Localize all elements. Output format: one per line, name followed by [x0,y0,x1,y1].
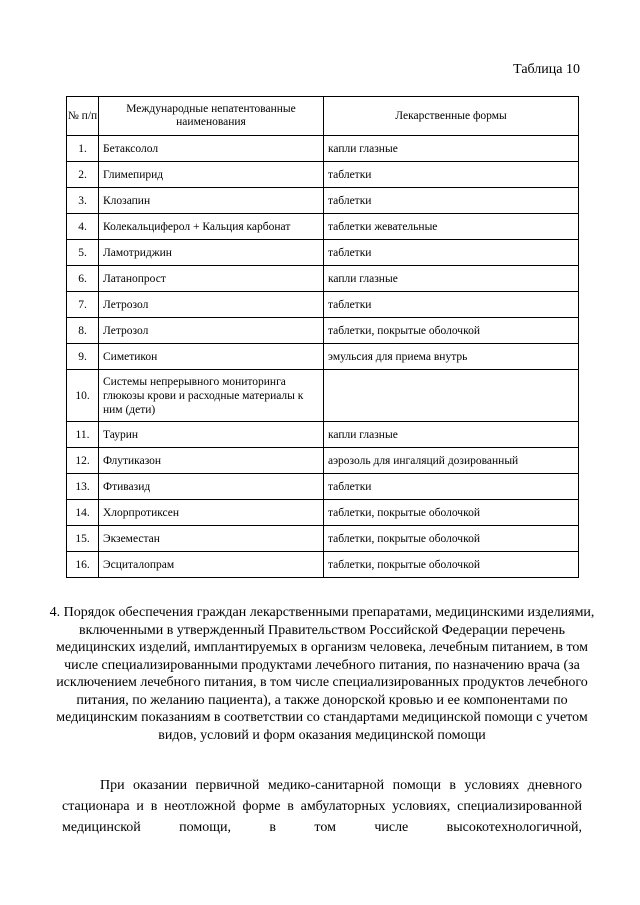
table-body [67,136,579,578]
row-number: 6. [67,266,99,292]
row-inn: Эсциталопрам [99,552,324,578]
row-dosage-form: аэрозоль для ингаляций дозированный [324,448,579,474]
row-number: 5. [67,240,99,266]
row-inn: Системы непрерывного мониторинга глюкозы крови и расходные материалы к ним (дети) [99,370,324,422]
table-row [67,266,579,292]
table-row [67,448,579,474]
row-dosage-form: капли глазные [324,136,579,162]
table-row [67,526,579,552]
table-row [67,474,579,500]
header-dosage-form: Лекарственные формы [324,97,579,136]
table-row [67,552,579,578]
row-dosage-form: таблетки, покрытые оболочкой [324,500,579,526]
body-paragraph: При оказании первичной медико-санитарной помощи в условиях дневного стационара и в неотложной форме в амбулаторных условиях, специализированной медицинской помощи, в том числе высокотехнологичной, [62,778,582,835]
row-inn: Симетикон [99,344,324,370]
row-number: 13. [67,474,99,500]
row-number: 1. [67,136,99,162]
table-caption: Таблица 10 [513,62,580,77]
row-dosage-form: таблетки [324,292,579,318]
row-number: 3. [67,188,99,214]
row-dosage-form [324,370,579,422]
row-number: 7. [67,292,99,318]
header-number: № п/п [67,97,99,136]
row-dosage-form: таблетки [324,188,579,214]
table-row [67,370,579,422]
section-heading: 4. Порядок обеспечения граждан лекарственными препаратами, медицинскими изделиями, включенными в утвержденный Правительством Российской Федерации перечень медицинских изделий, имплантируемых в организм человека, лечебным питанием, в том числе специализированными продуктами лечебного питания, по назначению врача (за исключением лечебного питания, в том числе специализированных продуктов лечебного питания, по желанию пациента), а также донорской кровью и ее компонентами по медицинским показаниям в соответствии со стандартами медицинской помощи с учетом видов, условий и форм оказания медицинской помощи [49,605,595,743]
table-row [67,162,579,188]
drug-table [66,96,579,578]
row-dosage-form: таблетки [324,162,579,188]
table-row [67,214,579,240]
row-inn: Летрозол [99,292,324,318]
row-number: 14. [67,500,99,526]
row-number: 16. [67,552,99,578]
row-inn: Бетаксолол [99,136,324,162]
table-row [67,500,579,526]
row-number: 15. [67,526,99,552]
row-dosage-form: капли глазные [324,266,579,292]
row-number: 11. [67,422,99,448]
table-row [67,318,579,344]
table-row [67,292,579,318]
row-inn: Латанопрост [99,266,324,292]
row-inn: Колекальциферол + Кальция карбонат [99,214,324,240]
row-number: 9. [67,344,99,370]
row-inn: Таурин [99,422,324,448]
row-inn: Ламотриджин [99,240,324,266]
row-inn: Глимепирид [99,162,324,188]
row-dosage-form: таблетки жевательные [324,214,579,240]
row-number: 12. [67,448,99,474]
row-dosage-form: таблетки [324,474,579,500]
row-inn: Фтивазид [99,474,324,500]
row-dosage-form: капли глазные [324,422,579,448]
row-dosage-form: таблетки [324,240,579,266]
row-inn: Флутиказон [99,448,324,474]
row-inn: Клозапин [99,188,324,214]
table-row [67,344,579,370]
table-header-row [67,97,579,136]
row-dosage-form: эмульсия для приема внутрь [324,344,579,370]
table-row [67,240,579,266]
row-number: 8. [67,318,99,344]
table-row [67,136,579,162]
row-inn: Хлорпротиксен [99,500,324,526]
row-inn: Экземестан [99,526,324,552]
table-row [67,188,579,214]
row-number: 4. [67,214,99,240]
row-dosage-form: таблетки, покрытые оболочкой [324,526,579,552]
header-inn: Международные непатентованные наименования [99,97,324,136]
row-number: 10. [67,370,99,422]
row-inn: Летрозол [99,318,324,344]
row-dosage-form: таблетки, покрытые оболочкой [324,552,579,578]
row-number: 2. [67,162,99,188]
table-row [67,422,579,448]
row-dosage-form: таблетки, покрытые оболочкой [324,318,579,344]
